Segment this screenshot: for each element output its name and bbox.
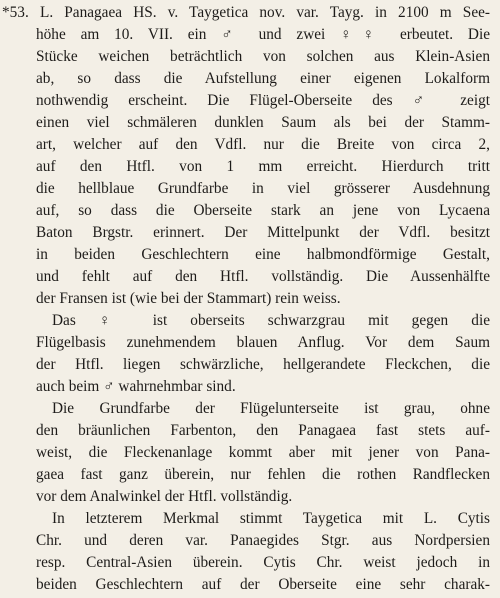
- text-line: In letzterem Merkmal stimmt Taygetica mit L. Cytis: [52, 510, 490, 527]
- text-line: Das ♀ ist oberseits schwarzgrau mit gegen die: [52, 312, 490, 329]
- text-line: auf, so dass die Oberseite stark an jene von Lycaena: [36, 202, 490, 219]
- text-line: nothwendig erscheint. Die Flügel-Oberseite des ♂ zeigt: [36, 92, 490, 109]
- text-line: ab, so dass die Aufstellung einer eigenen Lokalform: [36, 70, 490, 87]
- text-line: Stücke weichen beträchtlich von solchen aus Klein-Asien: [36, 48, 490, 65]
- text-line: die hellblaue Grundfarbe in viel grösserer Ausdehnung: [36, 180, 490, 197]
- text-line: höhe am 10. VII. ein ♂ und zwei ♀♀ erbeutet. Die: [36, 26, 490, 43]
- text-line: L. Panagaea HS. v. Taygetica nov. var. Tayg. in 2100 m See-: [40, 4, 490, 21]
- text-line: Die Grundfarbe der Flügelunterseite ist grau, ohne: [52, 400, 490, 417]
- text-line: Baton Brgstr. erinnert. Der Mittelpunkt der Vdfl. besitzt: [36, 224, 490, 241]
- text-line: den bräunlichen Farbenton, den Panagaea fast stets auf-: [36, 422, 490, 439]
- text-line: der Fransen ist (wie bei der Stammart) rein weiss.: [36, 290, 341, 307]
- entry-number: *53.: [2, 4, 29, 21]
- text-line: resp. Central-Asien überein. Cytis Chr. weist jedoch in: [36, 554, 490, 571]
- text-line: gaea fast ganz überein, nur fehlen die rothen Randflecken: [36, 466, 490, 483]
- text-line: und fehlt auf den Htfl. vollständig. Die Aussenhälfte: [36, 268, 490, 285]
- text-line: vor dem Analwinkel der Htfl. vollständig.: [36, 488, 293, 505]
- text-line: Flügelbasis zunehmendem blauen Anflug. Vor dem Saum: [36, 334, 490, 351]
- text-line: auf den Htfl. von 1 mm erreicht. Hierdurch tritt: [36, 158, 490, 175]
- text-line: beiden Geschlechtern auf der Oberseite eine sehr charak-: [36, 576, 490, 593]
- text-line: Chr. und deren var. Panaegides Stgr. aus Nordpersien: [36, 532, 490, 549]
- text-line: einen viel schmäleren dunklen Saum als bei der Stamm-: [36, 114, 490, 131]
- text-line: auch beim ♂ wahrnehmbar sind.: [36, 378, 236, 395]
- text-line: in beiden Geschlechtern eine halbmondförmige Gestalt,: [36, 246, 490, 263]
- text-line: der Htfl. liegen schwärzliche, hellgerandete Fleckchen, die: [36, 356, 490, 373]
- text-line: art, welcher auf den Vdfl. nur die Breite von circa 2,: [36, 136, 490, 153]
- text-line: weist, die Fleckenanlage kommt aber mit jener von Pana-: [36, 444, 490, 461]
